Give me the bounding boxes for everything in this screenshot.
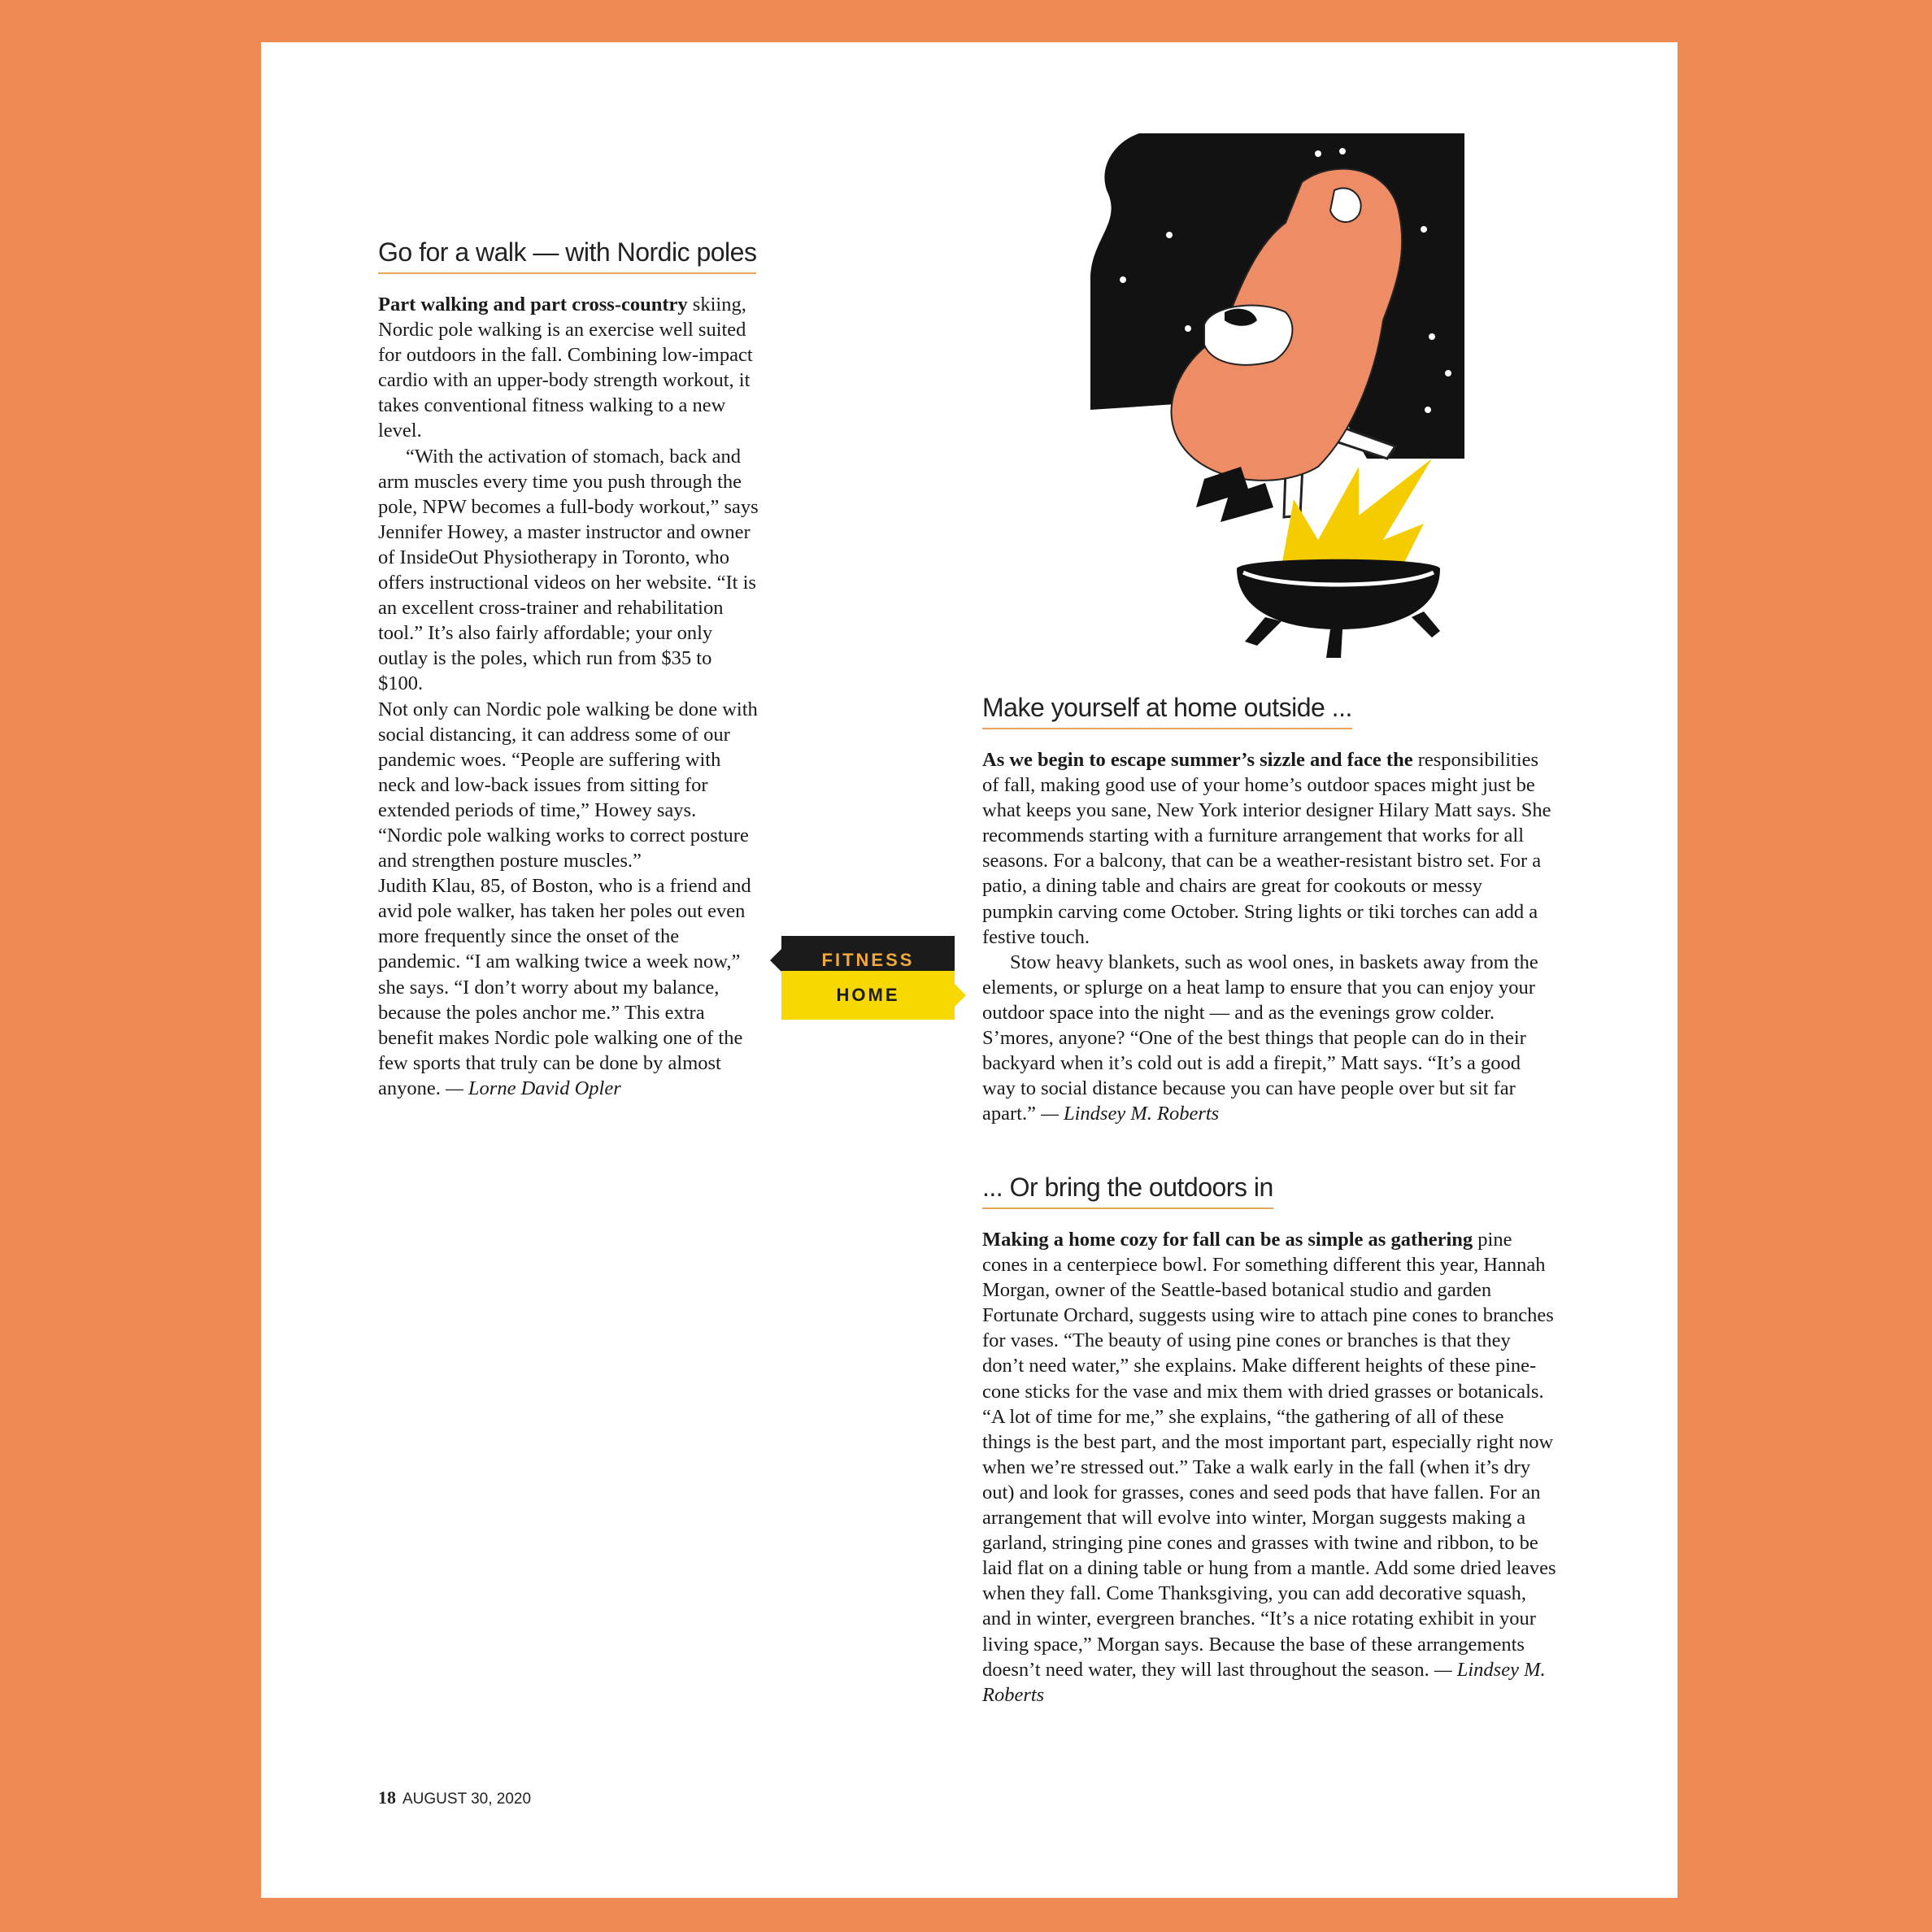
illustration-person-by-firepit xyxy=(1090,133,1464,662)
lead-in: As we begin to escape summer’s sizzle and face the xyxy=(982,749,1413,771)
paragraph-text: skiing, Nordic pole walking is an exercise well suited for outdoors in the fall. Combining low-impact cardio with an upper-body strength workout, it takes conventional fitness walking to a new level. xyxy=(378,294,753,442)
heading-home-outside: Make yourself at home outside ... xyxy=(982,693,1352,729)
lead-in: Part walking and part cross-country xyxy=(378,294,688,315)
article-outdoors-in xyxy=(982,1227,1556,1708)
face xyxy=(1330,188,1361,222)
paragraph-text: Judith Klau, 85, of Boston, who is a friend and avid pole walker, has taken her poles out even more frequently since the onset of the pandemic. “I am walking twice a week now,” she says. “I don’t worry about my balance, because the poles anchor me.” This extra benefit makes Nordic pole walking one of the few sports that truly can be done by almost anyone. xyxy=(378,875,751,1099)
page-number: 18 xyxy=(378,1787,396,1808)
paragraph: “With the activation of stomach, back and arm muscles every time you push through the pole, NPW becomes a full-body workout,” says Jennifer Howey, a master instructor and owner of InsideOut Physiotherapy in Toronto, who offers instructional videos on her website. “It is an excellent cross-trainer and rehabilitation tool.” It’s also fairly affordable; your only outlay is the poles, which run from $35 to $100. xyxy=(378,445,759,695)
firepit-leg xyxy=(1326,629,1342,658)
issue-date: AUGUST 30, 2020 xyxy=(402,1791,532,1808)
byline: — Lindsey M. Roberts xyxy=(1041,1103,1220,1125)
paragraph: Not only can Nordic pole walking be done with social distancing, it can address some of our pandemic woes. “People are suffering with neck and low-back issues from sitting for extended periods of time,” Howey says. “Nordic pole walking works to correct posture and strengthen posture muscles.” xyxy=(378,698,758,872)
article-home-outside xyxy=(982,747,1556,1126)
byline: — Lindsey M. Roberts xyxy=(982,1658,1546,1706)
paragraph xyxy=(982,950,1556,1127)
paragraph-text: pine cones in a centerpiece bowl. For something different this year, Hannah Morgan, owner of the Seattle-based botanical studio and garden Fortunate Orchard, suggests using wire to attach pine cones to branches for vases. “The beauty of using pine cones or branches is that they don’t need water,” she explains. Make different heights of these pine-cone sticks for the vase and mix them with dried grasses or botanicals. “A lot of time for me,” she explains, “the gathering of all of these things is the best part, and the most important part, especially right now when we’re stressed out.” Take a walk early in the fall (when it’s dry out) and look for grasses, cones and seed pods that have fallen. For an arrangement that will evolve into winter, Morgan suggests making a garland, stringing pine cones and grasses with twine and ribbon, to be laid flat on a dining table or hung from a mantle. Add some dried leaves when they fall. Come Thanksgiving, you can add decorative squash, and in winter, evergreen branches. “It’s a nice rotating exhibit in your living space,” Morgan says. Because the base of these arrangements doesn’t need water, they will last throughout the season. xyxy=(982,1229,1556,1681)
firepit-leg xyxy=(1245,617,1281,646)
folio xyxy=(378,1787,531,1808)
tab-home[interactable]: HOME xyxy=(781,971,955,1020)
tab-fitness[interactable]: FITNESS xyxy=(781,936,955,985)
heading-nordic-poles: Go for a walk — with Nordic poles xyxy=(378,237,756,274)
paragraph-text: responsibilities of fall, making good use of your home’s outdoor spaces might just be what keeps you sane, New York interior designer Hilary Matt says. She recommends starting with a furniture arrangement that works for all seasons. For a balcony, that can be a weather-resistant bistro set. For a patio, a dining table and chairs are great for cookouts or messy pumpkin carving come October. String lights or tiki torches can add a festive touch. xyxy=(982,749,1551,948)
lead-in: Making a home cozy for fall can be as simple as gathering xyxy=(982,1229,1473,1251)
paragraph xyxy=(378,873,760,1101)
paragraph xyxy=(982,1227,1556,1708)
paragraph xyxy=(378,292,760,444)
article-nordic-poles xyxy=(378,292,760,1101)
heading-outdoors-in: ... Or bring the outdoors in xyxy=(982,1173,1273,1209)
firepit-leg xyxy=(1412,611,1440,637)
byline: — Lorne David Opler xyxy=(446,1077,621,1099)
paragraph xyxy=(982,747,1556,950)
magazine-page xyxy=(261,42,1677,1898)
paragraph-text: Stow heavy blankets, such as wool ones, in baskets away from the elements, or splurge on a heat lamp to ensure that you can enjoy your outdoor space into the night — and as the evenings grow colder. S’mores, anyone? “One of the best things that people can do in their backyard when it’s cold out is add a firepit,” Matt says. “It’s a good way to social distance because you can have people over but sit far apart.” xyxy=(982,951,1538,1125)
